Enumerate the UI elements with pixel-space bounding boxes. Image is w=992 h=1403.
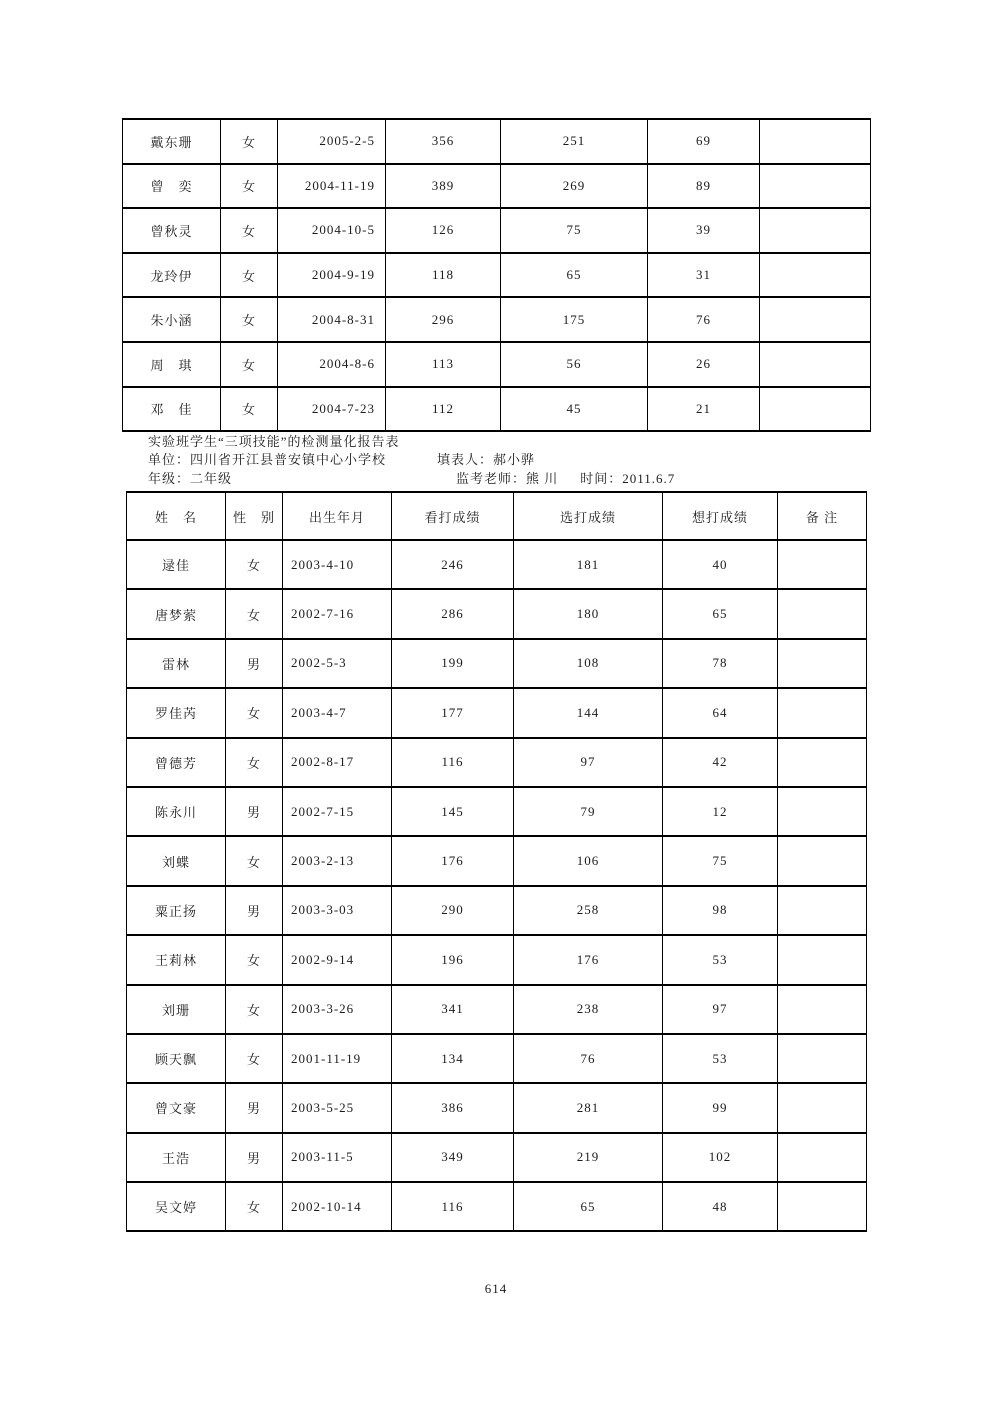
- cell-remark: [778, 540, 867, 589]
- cell-name: 吴文婷: [127, 1182, 226, 1231]
- table-row: [127, 738, 867, 787]
- cell-kan: 126: [386, 208, 501, 253]
- report-title: 实验班学生“三项技能”的检测量化报告表: [148, 434, 400, 449]
- cell-birth: 2004-11-19: [278, 164, 386, 209]
- table-row: [123, 164, 871, 209]
- time-label: 时间：2011.6.7: [580, 470, 676, 486]
- cell-name: 逯佳: [127, 540, 226, 589]
- column-header-xuan: 选打成绩: [514, 492, 663, 540]
- cell-xuan: 175: [501, 297, 648, 342]
- cell-birth: 2004-8-31: [278, 297, 386, 342]
- cell-kan: 389: [386, 164, 501, 209]
- cell-birth: 2003-3-26: [283, 985, 392, 1034]
- cell-gender: 女: [221, 253, 278, 298]
- continuation-table: [122, 118, 871, 432]
- cell-birth: 2002-7-16: [283, 589, 392, 638]
- cell-name: 曾文豪: [127, 1083, 226, 1132]
- cell-xiang: 40: [663, 540, 778, 589]
- cell-xuan: 144: [514, 688, 663, 737]
- cell-kan: 386: [392, 1083, 514, 1132]
- cell-remark: [760, 119, 871, 164]
- cell-birth: 2003-3-03: [283, 886, 392, 935]
- cell-xiang: 75: [663, 836, 778, 885]
- cell-birth: 2002-8-17: [283, 738, 392, 787]
- cell-birth: 2002-7-15: [283, 787, 392, 836]
- cell-gender: 女: [221, 164, 278, 209]
- cell-xuan: 97: [514, 738, 663, 787]
- cell-gender: 男: [226, 1083, 283, 1132]
- table-row: [127, 688, 867, 737]
- cell-name: 曾德芳: [127, 738, 226, 787]
- cell-kan: 349: [392, 1133, 514, 1182]
- cell-birth: 2004-8-6: [278, 342, 386, 387]
- cell-kan: 199: [392, 639, 514, 688]
- cell-name: 王浩: [127, 1133, 226, 1182]
- cell-gender: 女: [226, 836, 283, 885]
- cell-xuan: 56: [501, 342, 648, 387]
- cell-birth: 2003-4-7: [283, 688, 392, 737]
- cell-xuan: 76: [514, 1034, 663, 1083]
- cell-xuan: 269: [501, 164, 648, 209]
- table-row: [123, 119, 871, 164]
- continuation-table-body: [123, 119, 871, 431]
- cell-xiang: 89: [648, 164, 760, 209]
- cell-name: 朱小涵: [123, 297, 221, 342]
- cell-gender: 女: [226, 589, 283, 638]
- cell-xiang: 99: [663, 1083, 778, 1132]
- cell-xiang: 53: [663, 935, 778, 984]
- cell-remark: [778, 1083, 867, 1132]
- cell-gender: 女: [221, 297, 278, 342]
- cell-remark: [778, 787, 867, 836]
- table-row: [123, 387, 871, 432]
- cell-name: 曾 奕: [123, 164, 221, 209]
- cell-xuan: 238: [514, 985, 663, 1034]
- cell-kan: 118: [386, 253, 501, 298]
- cell-xuan: 45: [501, 387, 648, 432]
- column-header-kan: 看打成绩: [392, 492, 514, 540]
- cell-gender: 女: [226, 1182, 283, 1231]
- cell-remark: [778, 688, 867, 737]
- cell-kan: 176: [392, 836, 514, 885]
- cell-kan: 290: [392, 886, 514, 935]
- cell-kan: 113: [386, 342, 501, 387]
- cell-kan: 246: [392, 540, 514, 589]
- cell-xiang: 21: [648, 387, 760, 432]
- cell-remark: [778, 935, 867, 984]
- cell-xuan: 180: [514, 589, 663, 638]
- table-row: [123, 253, 871, 298]
- column-header-gender: 性 别: [226, 492, 283, 540]
- table-row: [127, 886, 867, 935]
- cell-remark: [760, 208, 871, 253]
- table-row: [127, 1083, 867, 1132]
- table-row: [127, 1182, 867, 1231]
- cell-kan: 112: [386, 387, 501, 432]
- table-row: [127, 836, 867, 885]
- cell-kan: 196: [392, 935, 514, 984]
- cell-xuan: 65: [501, 253, 648, 298]
- cell-xiang: 98: [663, 886, 778, 935]
- preparer-label: 填表人：郝小骅: [437, 452, 536, 468]
- cell-remark: [778, 1034, 867, 1083]
- cell-name: 唐梦萦: [127, 589, 226, 638]
- cell-kan: 356: [386, 119, 501, 164]
- cell-birth: 2003-4-10: [283, 540, 392, 589]
- unit-label: 单位：四川省开江县普安镇中心小学校: [148, 452, 387, 468]
- cell-kan: 116: [392, 1182, 514, 1231]
- table-row: [127, 540, 867, 589]
- cell-xuan: 79: [514, 787, 663, 836]
- report-table-header: [127, 492, 867, 540]
- cell-remark: [778, 1182, 867, 1231]
- cell-xiang: 102: [663, 1133, 778, 1182]
- cell-gender: 女: [221, 387, 278, 432]
- cell-xuan: 181: [514, 540, 663, 589]
- table-row: [127, 985, 867, 1034]
- cell-xiang: 48: [663, 1182, 778, 1231]
- cell-name: 刘珊: [127, 985, 226, 1034]
- cell-xiang: 39: [648, 208, 760, 253]
- cell-birth: 2002-10-14: [283, 1182, 392, 1231]
- cell-xiang: 26: [648, 342, 760, 387]
- cell-remark: [760, 164, 871, 209]
- cell-gender: 女: [226, 1034, 283, 1083]
- cell-kan: 145: [392, 787, 514, 836]
- cell-name: 顾天飘: [127, 1034, 226, 1083]
- cell-gender: 女: [221, 208, 278, 253]
- cell-remark: [778, 985, 867, 1034]
- page-number: 614: [484, 1281, 508, 1296]
- cell-remark: [778, 639, 867, 688]
- column-header-xiang: 想打成绩: [663, 492, 778, 540]
- grade-label: 年级：二年级: [148, 470, 233, 486]
- cell-xuan: 258: [514, 886, 663, 935]
- cell-xiang: 65: [663, 589, 778, 638]
- cell-kan: 116: [392, 738, 514, 787]
- table-row: [127, 935, 867, 984]
- report-table: [126, 491, 867, 1232]
- cell-xuan: 219: [514, 1133, 663, 1182]
- cell-birth: 2002-9-14: [283, 935, 392, 984]
- cell-name: 戴东珊: [123, 119, 221, 164]
- cell-birth: 2003-2-13: [283, 836, 392, 885]
- cell-birth: 2003-5-25: [283, 1083, 392, 1132]
- cell-name: 刘蝶: [127, 836, 226, 885]
- cell-name: 曾秋灵: [123, 208, 221, 253]
- cell-gender: 男: [226, 639, 283, 688]
- cell-xiang: 12: [663, 787, 778, 836]
- table-row: [127, 787, 867, 836]
- table-row: [123, 297, 871, 342]
- cell-name: 陈永川: [127, 787, 226, 836]
- cell-gender: 男: [226, 886, 283, 935]
- cell-remark: [778, 589, 867, 638]
- cell-remark: [760, 253, 871, 298]
- cell-xuan: 108: [514, 639, 663, 688]
- cell-gender: 女: [226, 738, 283, 787]
- cell-remark: [778, 886, 867, 935]
- cell-gender: 女: [221, 342, 278, 387]
- cell-name: 周 琪: [123, 342, 221, 387]
- cell-birth: 2005-2-5: [278, 119, 386, 164]
- cell-xiang: 97: [663, 985, 778, 1034]
- report-unit-line: [148, 451, 868, 469]
- table-row: [127, 639, 867, 688]
- cell-remark: [778, 738, 867, 787]
- cell-kan: 177: [392, 688, 514, 737]
- cell-xiang: 64: [663, 688, 778, 737]
- cell-kan: 286: [392, 589, 514, 638]
- report-grade-line: [148, 470, 868, 488]
- table-row: [123, 208, 871, 253]
- cell-gender: 女: [226, 688, 283, 737]
- cell-birth: 2003-11-5: [283, 1133, 392, 1182]
- cell-gender: 男: [226, 787, 283, 836]
- cell-xiang: 78: [663, 639, 778, 688]
- report-table-body: [127, 540, 867, 1231]
- table-row: [123, 342, 871, 387]
- cell-gender: 女: [226, 985, 283, 1034]
- table-row: [127, 589, 867, 638]
- table-row: [127, 1133, 867, 1182]
- cell-xiang: 42: [663, 738, 778, 787]
- cell-birth: 2004-10-5: [278, 208, 386, 253]
- cell-name: 粟正扬: [127, 886, 226, 935]
- cell-xuan: 176: [514, 935, 663, 984]
- cell-remark: [778, 836, 867, 885]
- cell-xuan: 75: [501, 208, 648, 253]
- cell-xuan: 65: [514, 1182, 663, 1231]
- cell-name: 龙玲伊: [123, 253, 221, 298]
- cell-kan: 341: [392, 985, 514, 1034]
- cell-name: 王莉林: [127, 935, 226, 984]
- cell-remark: [760, 297, 871, 342]
- column-header-remark: 备 注: [778, 492, 867, 540]
- cell-xiang: 69: [648, 119, 760, 164]
- cell-gender: 女: [221, 119, 278, 164]
- cell-xiang: 76: [648, 297, 760, 342]
- cell-remark: [760, 342, 871, 387]
- cell-gender: 女: [226, 935, 283, 984]
- cell-xuan: 281: [514, 1083, 663, 1132]
- cell-birth: 2002-5-3: [283, 639, 392, 688]
- cell-name: 雷林: [127, 639, 226, 688]
- cell-birth: 2001-11-19: [283, 1034, 392, 1083]
- header-row: [127, 492, 867, 540]
- cell-name: 邓 佳: [123, 387, 221, 432]
- cell-remark: [778, 1133, 867, 1182]
- cell-remark: [760, 387, 871, 432]
- cell-xuan: 251: [501, 119, 648, 164]
- cell-gender: 女: [226, 540, 283, 589]
- cell-xiang: 31: [648, 253, 760, 298]
- table-row: [127, 1034, 867, 1083]
- cell-kan: 134: [392, 1034, 514, 1083]
- cell-kan: 296: [386, 297, 501, 342]
- proctor-label: 监考老师：熊 川: [456, 470, 559, 486]
- cell-xuan: 106: [514, 836, 663, 885]
- column-header-birth: 出生年月: [283, 492, 392, 540]
- report-meta: [148, 433, 868, 488]
- cell-birth: 2004-7-23: [278, 387, 386, 432]
- column-header-name: 姓 名: [127, 492, 226, 540]
- cell-xiang: 53: [663, 1034, 778, 1083]
- cell-gender: 男: [226, 1133, 283, 1182]
- cell-birth: 2004-9-19: [278, 253, 386, 298]
- cell-name: 罗佳芮: [127, 688, 226, 737]
